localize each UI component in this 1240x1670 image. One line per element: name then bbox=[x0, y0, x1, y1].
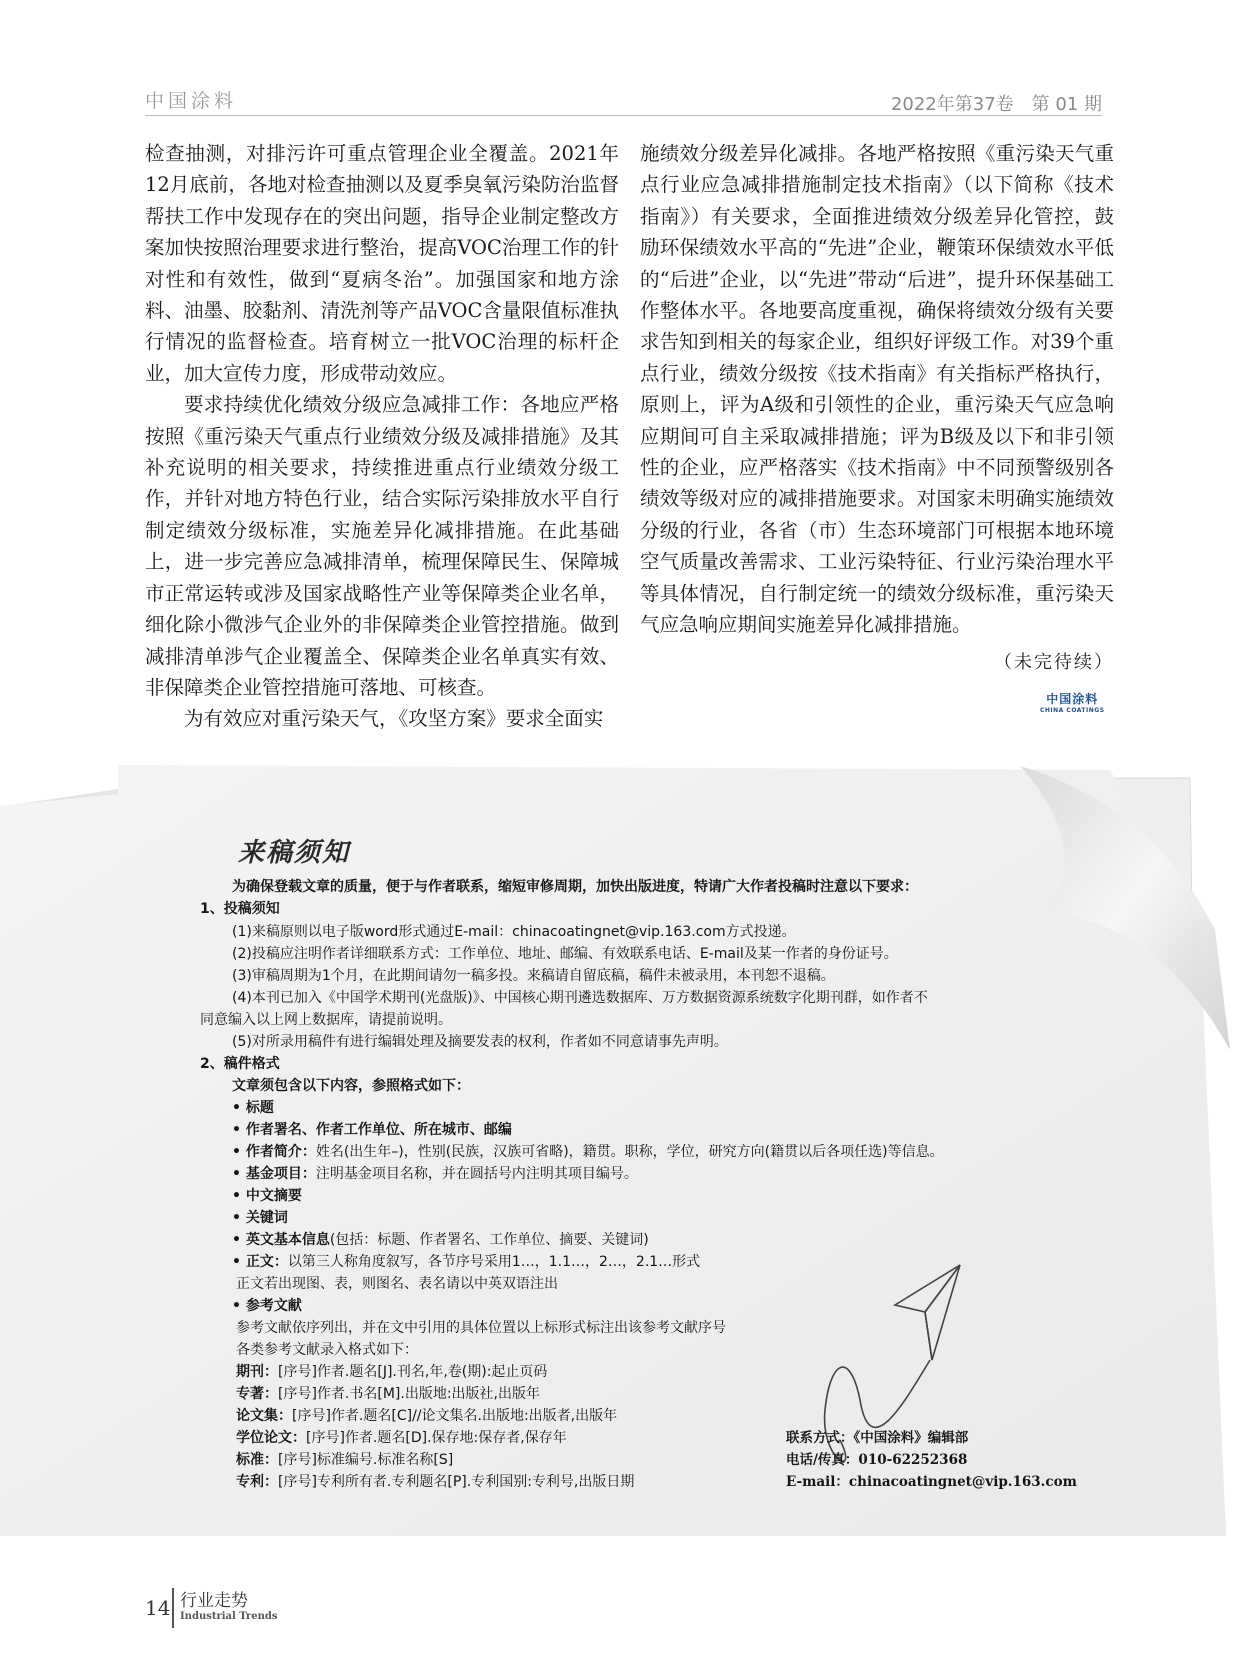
list-item: (3)审稿周期为1个月，在此期间请勿一稿多投。来稿请自留底稿，稿件未被录用，本刊恕不退稿。 bbox=[232, 968, 835, 984]
format-item bbox=[232, 1163, 638, 1183]
ref-key: 论文集： bbox=[236, 1408, 292, 1424]
journal-name: 中国涂料 bbox=[145, 90, 238, 112]
section-name-en: Industrial Trends bbox=[180, 1611, 278, 1622]
ref-key: 标准： bbox=[236, 1452, 278, 1468]
format-item: • 作者署名、作者工作单位、所在城市、邮编 bbox=[232, 1122, 512, 1138]
contact-email[interactable]: E-mail：chinacoatingnet@vip.163.com bbox=[786, 1474, 1077, 1490]
to-be-continued: （未完待续） bbox=[994, 651, 1114, 673]
paragraph: 要求持续优化绩效分级应急减排工作：各地应严格按照《重污染天气重点行业绩效分级及减排措施》及其补充说明的相关要求，持续推进重点行业绩效分级工作，并针对地方特色行业，结合实际污染排放水平自行制定绩效分级标准，实施差异化减排措施。在此基础上，进一步完善应急减排清单，梳理保障民生、保障城市正常运转或涉及国家战略性产业等保障类企业名单，细化除小微涉气企业外的非保障类企业管控措施。做到减排清单涉气企业覆盖全、保障类企业名单真实有效、非保障类企业管控措施可落地、可核查。 bbox=[145, 393, 619, 699]
format-value: (包括：标题、作者署名、工作单位、摘要、关键词) bbox=[329, 1232, 649, 1248]
format-note: 正文若出现图、表，则图名、表名请以中英双语注出 bbox=[236, 1276, 558, 1292]
right-column bbox=[640, 138, 1114, 678]
notice-title: 来稿须知 bbox=[238, 838, 351, 868]
ref-format bbox=[236, 1405, 617, 1425]
paragraph: 检查抽测，对排污许可重点管理企业全覆盖。2021年12月底前，各地对检查抽测以及夏季臭氧污染防治监督帮扶工作中发现存在的突出问题，指导企业制定整改方案加快按照治理要求进行整治，提高VOC治理工作的针对性和有效性，做到“夏病冬治”。加强国家和地方涂料、油墨、胶黏剂、清洗剂等产品VOC含量限值标准执行情况的监督检查。培育树立一批VOC治理的标杆企业，加大宣传力度，形成带动效应。 bbox=[145, 142, 619, 385]
issue-info: 2022年第37卷 第 01 期 bbox=[890, 94, 1102, 115]
ref-key: 专著： bbox=[236, 1386, 278, 1402]
ref-format bbox=[236, 1449, 453, 1469]
format-item: • 标题 bbox=[232, 1100, 274, 1116]
journal-logo bbox=[1040, 690, 1105, 714]
section-heading: 1、投稿须知 bbox=[200, 901, 280, 917]
footer-divider bbox=[172, 1588, 174, 1628]
ref-format bbox=[236, 1361, 547, 1381]
list-item: (4)本刊已加入《中国学术期刊(光盘版)》、中国核心期刊遴选数据库、万方数据资源系统数字化期刊群，如作者不 bbox=[232, 990, 928, 1006]
ref-value: [序号]作者.题名[D].保存地:保存者,保存年 bbox=[306, 1430, 567, 1446]
ref-key: 专利： bbox=[236, 1474, 278, 1490]
ref-value: [序号]作者.题名[J].刊名,年,卷(期):起止页码 bbox=[278, 1364, 548, 1380]
notice-intro: 为确保登载文章的质量，便于与作者联系，缩短审修周期，加快出版进度，特请广大作者投稿时注意以下要求： bbox=[232, 879, 918, 895]
ref-key: 学位论文： bbox=[236, 1430, 306, 1446]
format-item: • 中文摘要 bbox=[232, 1188, 302, 1204]
paragraph: 为有效应对重污染天气，《攻坚方案》要求全面实 bbox=[184, 707, 604, 731]
page-number: 14 bbox=[145, 1596, 171, 1620]
logo-en: CHINA COATINGS bbox=[1040, 707, 1105, 714]
format-value: 姓名(出生年–)，性别(民族，汉族可省略)，籍贯。职称，学位，研究方向(籍贯以后各项任选)等信息。 bbox=[315, 1144, 944, 1160]
ref-note: 各类参考文献录入格式如下： bbox=[236, 1342, 418, 1358]
ref-value: [序号]专利所有者.专利题名[P].专利国别:专利号,出版日期 bbox=[278, 1474, 635, 1490]
ref-value: [序号]作者.书名[M].出版地:出版社,出版年 bbox=[278, 1386, 540, 1402]
paragraph: 施绩效分级差异化减排。各地严格按照《重污染天气重点行业应急减排措施制定技术指南》（以下简称《技术指南》）有关要求，全面推进绩效分级差异化管控，鼓励环保绩效水平高的“先进”企业，鞭策环保绩效水平低的“后进”企业，以“先进”带动“后进”，提升环保基础工作整体水平。各地要高度重视，确保将绩效分级有关要求告知到相关的每家企业，组织好评级工作。对39个重点行业，绩效分级按《技术指南》有关指标严格执行，原则上，评为A级和引领性的企业，重污染天气应急响应期间可自主采取减排措施；评为B级及以下和非引领性的企业，应严格落实《技术指南》中不同预警级别各绩效等级对应的减排措施要求。对国家未明确实施绩效分级的行业，各省（市）生态环境部门可根据本地环境空气质量改善需求、工业污染特征、行业污染治理水平等具体情况，自行制定统一的绩效分级标准，重污染天气应急响应期间实施差异化减排措施。 bbox=[640, 142, 1114, 637]
notice-content bbox=[0, 760, 1240, 1540]
list-item: (1)来稿原则以电子版word形式通过E-mail：chinacoatingnet@vip.163.com方式投递。 bbox=[232, 924, 796, 940]
format-item bbox=[232, 1141, 944, 1161]
format-value: 注明基金项目名称，并在圆括号内注明其项目编号。 bbox=[315, 1166, 638, 1182]
ref-format bbox=[236, 1383, 540, 1403]
ref-value: [序号]作者.题名[C]//论文集名.出版地:出版者,出版年 bbox=[292, 1408, 618, 1424]
list-item: 同意编入以上网上数据库，请提前说明。 bbox=[200, 1012, 452, 1028]
format-key: • 正文： bbox=[232, 1254, 288, 1270]
ref-key: 期刊： bbox=[236, 1364, 278, 1380]
list-item: (5)对所录用稿件有进行编辑处理及摘要发表的权利，作者如不同意请事先声明。 bbox=[232, 1034, 728, 1050]
format-key: • 基金项目： bbox=[232, 1166, 316, 1182]
ref-value: [序号]标准编号.标准名称[S] bbox=[278, 1452, 454, 1468]
ref-note: 参考文献依序列出，并在文中引用的具体位置以上标形式标注出该参考文献序号 bbox=[236, 1320, 726, 1336]
contact-dept: 联系方式：《中国涂料》编辑部 bbox=[786, 1430, 969, 1446]
format-intro: 文章须包含以下内容，参照格式如下： bbox=[232, 1078, 470, 1094]
left-column bbox=[145, 138, 619, 735]
section-heading: 2、稿件格式 bbox=[200, 1056, 280, 1072]
logo-cn: 中国涂料 bbox=[1046, 692, 1099, 706]
format-item: • 参考文献 bbox=[232, 1298, 302, 1314]
format-value: 以第三人称角度叙写，各节序号采用1…，1.1…，2…，2.1…形式 bbox=[287, 1254, 701, 1270]
format-key: • 英文基本信息 bbox=[232, 1232, 330, 1248]
section-name: 行业走势 bbox=[180, 1591, 248, 1611]
ref-format bbox=[236, 1427, 567, 1447]
format-key: • 作者简介： bbox=[232, 1144, 316, 1160]
format-item bbox=[232, 1229, 649, 1249]
ref-format bbox=[236, 1471, 634, 1491]
format-item: • 关键词 bbox=[232, 1210, 288, 1226]
notice-paper bbox=[0, 760, 1240, 1540]
list-item: (2)投稿应注明作者详细联系方式：工作单位、地址、邮编、有效联系电话、E-mail及某一作者的身份证号。 bbox=[232, 946, 898, 962]
format-item bbox=[232, 1251, 700, 1271]
header-rule bbox=[145, 115, 1102, 116]
contact-phone: 电话/传真：010-62252368 bbox=[786, 1452, 968, 1468]
